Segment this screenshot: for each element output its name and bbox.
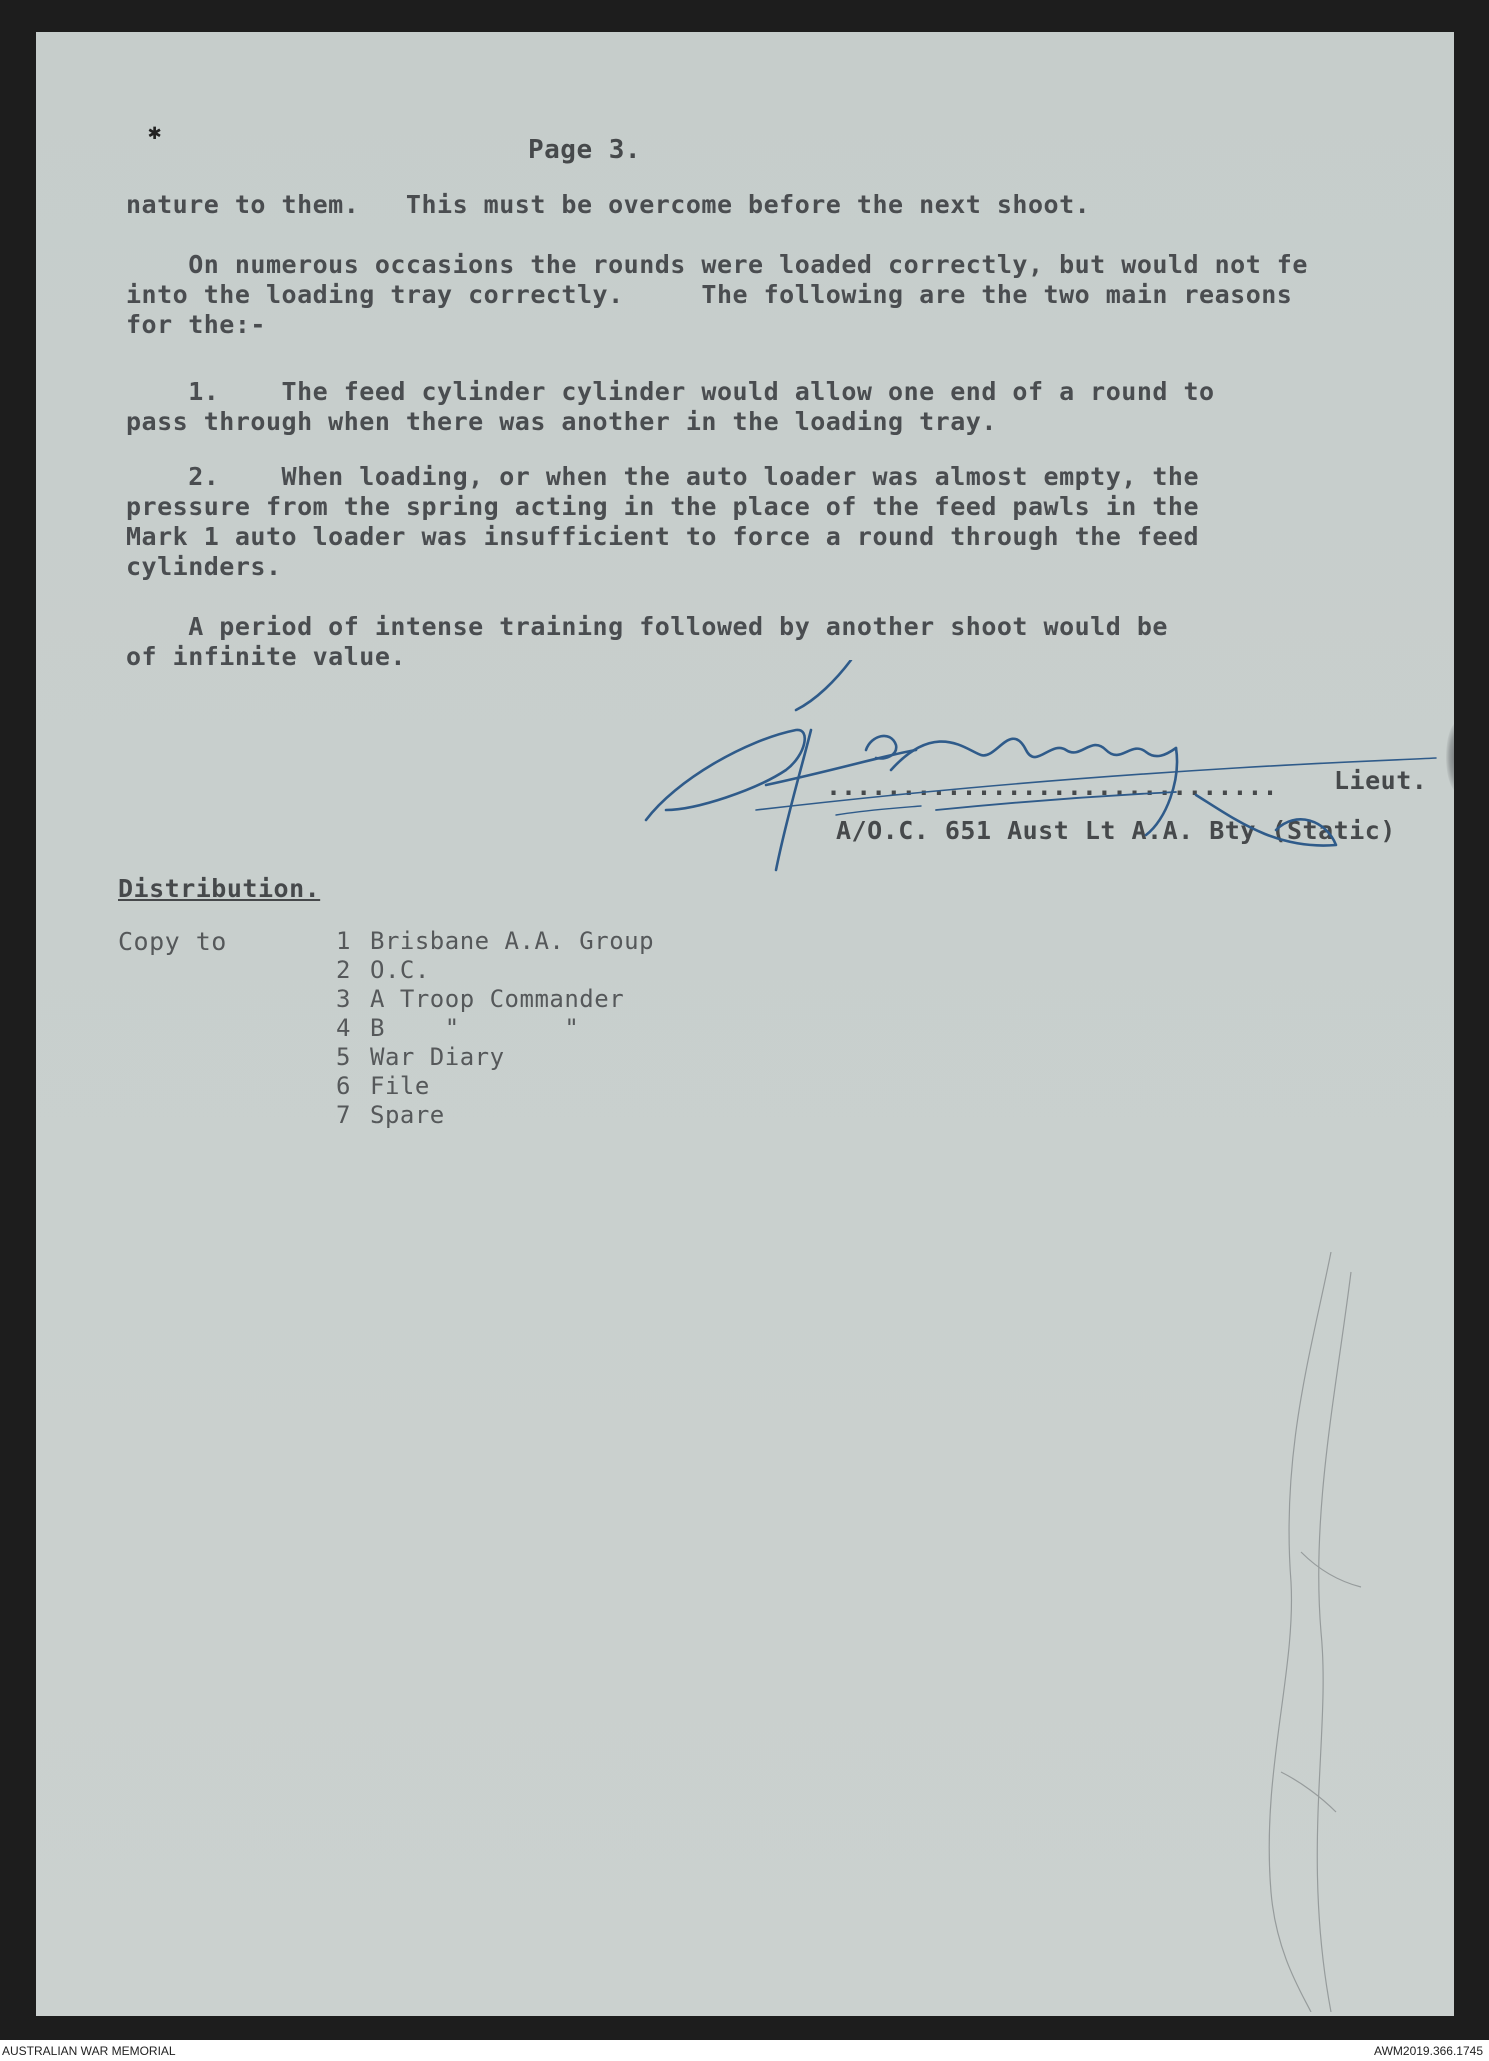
- handwritten-signature: [636, 660, 1446, 890]
- footer-archive-name: AUSTRALIAN WAR MEMORIAL: [2, 2044, 176, 2058]
- footer-accession-number: AWM2019.366.1745: [1374, 2044, 1483, 2058]
- body-line: 1. The feed cylinder cylinder would allow one end of a round to: [126, 377, 1215, 406]
- paper-crease: [1241, 1252, 1411, 2012]
- distribution-item: 2 O.C.: [336, 956, 430, 984]
- signature-rank: Lieut.: [1334, 766, 1428, 795]
- body-line: nature to them. This must be overcome before the next shoot.: [126, 190, 1091, 219]
- body-line: cylinders.: [126, 552, 282, 581]
- distribution-item: 7 Spare: [336, 1101, 445, 1129]
- distribution-item: 3 A Troop Commander: [336, 985, 625, 1013]
- body-line: On numerous occasions the rounds were loaded correctly, but would not fe: [126, 250, 1308, 279]
- body-line: for the:-: [126, 310, 266, 339]
- document-page: [36, 32, 1454, 2016]
- body-line: Mark 1 auto loader was insufficient to force a round through the feed: [126, 522, 1200, 551]
- body-line: A period of intense training followed by another shoot would be: [126, 612, 1168, 641]
- body-line: into the loading tray correctly. The following are the two main reasons: [126, 280, 1293, 309]
- ink-speck: ✱: [148, 120, 162, 145]
- distribution-item: 6 File: [336, 1072, 430, 1100]
- signature-dots: ..............................: [826, 772, 1278, 801]
- body-line: of infinite value.: [126, 642, 406, 671]
- distribution-item: 4 B " ": [336, 1014, 580, 1042]
- body-line: pressure from the spring acting in the place of the feed pawls in the: [126, 492, 1200, 521]
- copy-to-label: Copy to: [118, 927, 227, 956]
- body-line: 2. When loading, or when the auto loader was almost empty, the: [126, 462, 1200, 491]
- distribution-item: 5 War Diary: [336, 1043, 505, 1071]
- stain-mark: [1446, 722, 1454, 792]
- signatory-title: A/O.C. 651 Aust Lt A.A. Bty (Static): [836, 816, 1396, 845]
- body-line: pass through when there was another in the loading tray.: [126, 407, 997, 436]
- page-number: Page 3.: [528, 135, 642, 165]
- distribution-heading: Distribution.: [118, 874, 321, 903]
- distribution-item: 1 Brisbane A.A. Group: [336, 927, 655, 955]
